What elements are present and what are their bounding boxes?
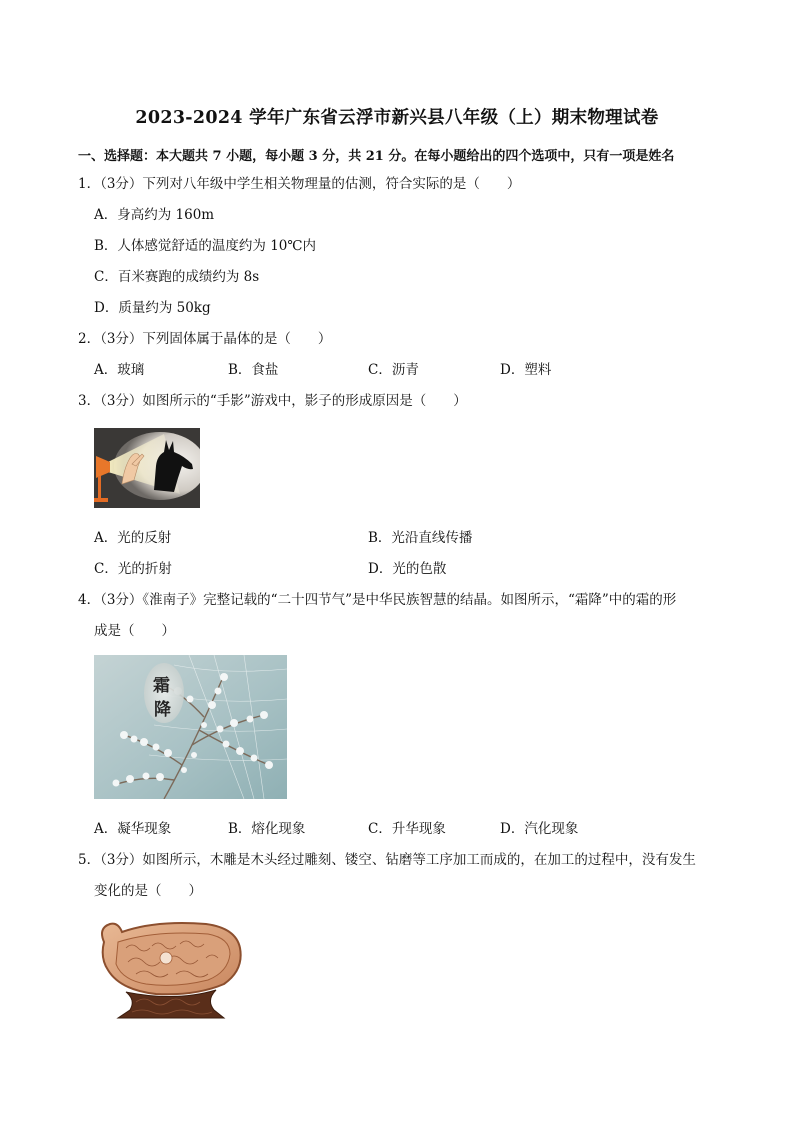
question-4-stem-continued: 成是（ ） bbox=[94, 623, 175, 639]
question-4-stem: 4．（3分）《淮南子》完整记载的“二十四节气”是中华民族智慧的结晶。如图所示，“霜降”中的霜的形 bbox=[78, 592, 677, 608]
section-heading: 一、选择题：本大题共 7 小题，每小题 3 分，共 21 分。在每小题给出的四个选项中，只有一项是姓名 bbox=[78, 149, 675, 164]
question-3-option-b: B．光沿直线传播 bbox=[368, 530, 473, 546]
wood-carving-figure bbox=[96, 918, 246, 1024]
question-3-option-a: A．光的反射 bbox=[94, 530, 172, 546]
question-4-option-b: B．熔化现象 bbox=[228, 821, 306, 837]
question-3-option-d: D．光的色散 bbox=[368, 561, 447, 577]
question-4-option-c: C．升华现象 bbox=[368, 821, 446, 837]
question-1-option-c: C．百米赛跑的成绩约为 8s bbox=[94, 269, 260, 285]
question-2-stem: 2．（3分）下列固体属于晶体的是（ ） bbox=[78, 331, 332, 347]
frost-figure-label-top: 霜 bbox=[153, 676, 170, 696]
hand-shadow-figure bbox=[94, 428, 200, 508]
question-4-option-d: D．汽化现象 bbox=[500, 821, 579, 837]
question-1-option-d: D．质量约为 50kg bbox=[94, 300, 211, 316]
question-4-option-a: A．凝华现象 bbox=[94, 821, 172, 837]
question-2-option-a: A．玻璃 bbox=[94, 362, 145, 378]
frost-figure bbox=[94, 655, 287, 799]
question-2-option-b: B．食盐 bbox=[228, 362, 279, 378]
question-1-option-b: B．人体感觉舒适的温度约为 10℃内 bbox=[94, 238, 316, 254]
page-title: 2023-2024 学年广东省云浮市新兴县八年级（上）期末物理试卷 bbox=[135, 108, 659, 128]
question-1-option-a: A．身高约为 160m bbox=[94, 207, 215, 223]
question-2-option-d: D．塑料 bbox=[500, 362, 552, 378]
question-5-stem-continued: 变化的是（ ） bbox=[94, 883, 202, 899]
frost-figure-label-bottom: 降 bbox=[154, 700, 171, 720]
question-2-option-c: C．沥青 bbox=[368, 362, 419, 378]
question-1-stem: 1．（3分）下列对八年级中学生相关物理量的估测，符合实际的是（ ） bbox=[78, 176, 521, 192]
question-5-stem: 5．（3分）如图所示，木雕是木头经过雕刻、镂空、钻磨等工序加工而成的，在加工的过程中，没有发生 bbox=[78, 852, 696, 868]
question-3-option-c: C．光的折射 bbox=[94, 561, 172, 577]
question-3-stem: 3．（3分）如图所示的“手影”游戏中，影子的形成原因是（ ） bbox=[78, 393, 467, 409]
